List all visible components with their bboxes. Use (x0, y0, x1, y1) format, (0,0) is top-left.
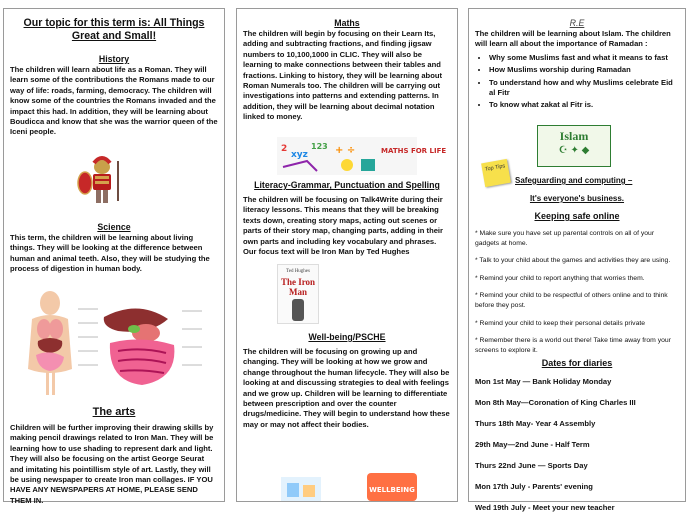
roman-soldier-icon (76, 155, 128, 207)
safety-tip: * Remind your child to report anything that worries them. (475, 274, 645, 282)
safety-tip: * Remind your child to be respectful of others online and to think before they post. (475, 292, 668, 309)
column-left (3, 8, 225, 505)
safety-tip: * Make sure you have set up parental controls on all of your gadgets at home. (475, 230, 655, 247)
diary-date: Mon 8th May—Coronation of King Charles III (475, 398, 636, 407)
svg-text:xyz: xyz (291, 150, 308, 160)
wellbeing-image (281, 471, 421, 503)
safety-tip: * Remind your child to keep their personal details private (475, 319, 646, 327)
maths-collage-image (277, 137, 447, 175)
wellbeing-image-text: WELLBEING (369, 486, 415, 494)
islam-image-text: Islam (559, 129, 589, 143)
wellbeing-text: The children will be focusing on growing up and changing. They will be looking at how we grow and change throughout the human lifecycle. They will also be looking at and discussing strategies to deal with feelings and we grow up. Children will be learning to differentiate between prescription and over the counter drugs/medicine. They will begin to understand how these may or may not affect their bodies. (243, 347, 450, 429)
column-middle (236, 8, 458, 502)
svg-text:2: 2 (281, 144, 288, 154)
science-heading: Science (97, 222, 131, 232)
safety-tip: * Talk to your child about the games and activities they are using. (475, 257, 671, 265)
arts-heading: The arts (92, 406, 136, 418)
science-text: This term, the children will be learning about living things. They will be looking at the difference between human and animal teeth. Also, they will be studying the process of digestion in human body. (10, 233, 210, 274)
maths-text: The children will begin by focusing on their Learn Its, adding and subtracting fractions, and finding jigsaw numbers to 10,100,1000 in CLIC. They will also be learning to make connections between their tables and fractions. Linking to history, they will be learning about Roman Numerals too. The children will be carrying out investigations into patterns and extending patterns. In addition, they will be learning about decimal notation linked to money. (243, 29, 443, 122)
diary-date: 29th May—2nd June - Half Term (475, 440, 590, 449)
re-bullet-list (475, 53, 679, 111)
diary-date: Thurs 18th May- Year 4 Assembly (475, 419, 596, 428)
keeping-safe-heading: Keeping safe online (534, 211, 620, 221)
maths-image-text: MATHS FOR LIFE (381, 147, 447, 155)
diary-date: Wed 19th July - Meet your new teacher (475, 503, 615, 512)
arts-text: Children will be further improving their drawing skills by making pencil drawings related to Iron Man. They will be learning how to use shading to represent dark and light. They will also be focusing on the artist George Seurat and imitating his pointillism style of art. Lastly, they will be using newspaper to create Iron man collages. IF YOU HAVE ANY NEWSPAPERS AT HOME, PLEASE SEND THEM IN. (10, 423, 214, 505)
dates-heading: Dates for diaries (541, 358, 613, 368)
top-tips-label: Top Tips (484, 163, 506, 173)
history-text: The children will learn about life as a Roman. They will learn some of the contributions the Romans made to our way of life: roads, farming, democracy. The children will know some of the countries the Romans invaded and the impact this had. In addition, they will be learning about Boudicca and know that she was the warrior queen of the Iceni people. (10, 65, 218, 137)
literacy-text: The children will be focusing on Talk4Write during their literacy lessons. This means that they will be breaking texts down, creating story maps, acting out scenes or parts of their story map, changing parts, adding in their own parts and including key vocabulary and phrases. Our focus text will be Iron Man by Ted Hughes (243, 195, 443, 257)
book-title: The Iron Man (280, 277, 316, 297)
anatomy-illustration (18, 289, 218, 397)
diary-date: Thurs 22nd June — Sports Day (475, 461, 588, 470)
book-author: Ted Hughes (286, 269, 310, 274)
iron-man-book-image (277, 264, 319, 324)
re-bullet: • To know what zakat al Fitr is. (489, 100, 679, 110)
re-heading: R.E (569, 18, 585, 28)
re-bullet: • To understand how and why Muslims celebrate Eid al Fitr (489, 78, 679, 99)
islam-image: Islam ☪ ✦ ◆ (537, 125, 611, 167)
safeguarding-line-2: It's everyone's business. (529, 194, 625, 203)
maths-heading: Maths (334, 18, 360, 28)
page-title: Our topic for this term is: All Things Great and Small! (23, 17, 205, 42)
diary-date: Mon 1st May — Bank Holiday Monday (475, 377, 612, 386)
svg-text:123: 123 (311, 142, 328, 151)
top-tips-note-icon (481, 159, 511, 187)
re-bullet: • How Muslims worship during Ramadan (489, 65, 679, 75)
history-heading: History (98, 54, 130, 64)
column-right (468, 8, 686, 512)
re-intro: The children will be learning about Islam. The children will learn all about the importance of Ramadan : (475, 29, 671, 49)
literacy-heading: Literacy-Grammar, Punctuation and Spelling (254, 180, 440, 190)
wellbeing-heading: Well-being/PSCHE (308, 332, 386, 342)
diary-date: Mon 17th July - Parents' evening (475, 482, 593, 491)
svg-text:+ ÷: + ÷ (335, 145, 356, 156)
re-bullet: • Why some Muslims fast and what it means to fast (489, 53, 679, 63)
safety-tip: * Remember there is a world out there! Take time away from your screens to explore it. (475, 337, 671, 354)
safeguarding-line-1: Safeguarding and computing – (515, 176, 633, 185)
